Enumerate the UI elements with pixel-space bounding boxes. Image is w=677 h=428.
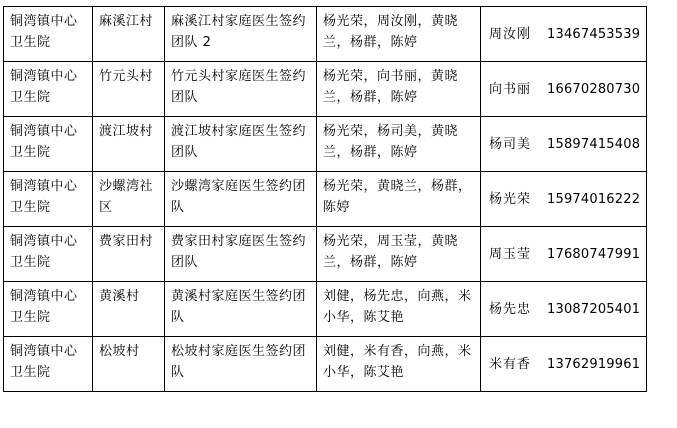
- contact-cell: [481, 227, 647, 282]
- team-cell: 费家田村家庭医生签约团队: [165, 227, 317, 282]
- contact-name: 米有香: [489, 356, 532, 372]
- team-cell: 渡江坡村家庭医生签约团队: [165, 117, 317, 172]
- table-row: [4, 172, 647, 227]
- contact-name: 向书丽: [489, 81, 532, 97]
- village-cell: 沙螺湾社区: [93, 172, 165, 227]
- contact-phone: 13467453539: [547, 26, 641, 42]
- village-cell: 麻溪江村: [93, 7, 165, 62]
- team-cell: 黄溪村家庭医生签约团队: [165, 282, 317, 337]
- contact-phone: 13762919961: [547, 356, 641, 372]
- contact-name: 周玉莹: [489, 246, 532, 262]
- contact-phone: 17680747991: [547, 246, 641, 262]
- contact-phone: 16670280730: [547, 81, 641, 97]
- contact-name: 周汝刚: [489, 26, 532, 42]
- contact-cell: [481, 117, 647, 172]
- village-cell: 竹元头村: [93, 62, 165, 117]
- table-row: [4, 117, 647, 172]
- contact-cell: [481, 62, 647, 117]
- members-cell: 杨光荣，周玉莹，黄晓兰，杨群，陈婷: [317, 227, 481, 282]
- table-row: [4, 227, 647, 282]
- table-row: [4, 62, 647, 117]
- village-cell: 松坡村: [93, 337, 165, 392]
- team-cell: 麻溪江村家庭医生签约团队 2: [165, 7, 317, 62]
- members-cell: 杨光荣，周汝刚，黄晓兰，杨群，陈婷: [317, 7, 481, 62]
- team-cell: 竹元头村家庭医生签约团队: [165, 62, 317, 117]
- team-cell: 松坡村家庭医生签约团队: [165, 337, 317, 392]
- members-cell: 杨光荣，向书丽，黄晓兰，杨群，陈婷: [317, 62, 481, 117]
- contact-name: 杨光荣: [489, 191, 532, 207]
- team-cell: 沙螺湾家庭医生签约团队: [165, 172, 317, 227]
- team-contact-table: [3, 6, 647, 392]
- hospital-cell: 铜湾镇中心卫生院: [4, 62, 93, 117]
- contact-cell: [481, 337, 647, 392]
- table-row: [4, 7, 647, 62]
- contact-name: 杨司美: [489, 136, 532, 152]
- table-body: [4, 7, 647, 392]
- contact-phone: 13087205401: [547, 301, 641, 317]
- village-cell: 费家田村: [93, 227, 165, 282]
- hospital-cell: 铜湾镇中心卫生院: [4, 117, 93, 172]
- table-row: [4, 282, 647, 337]
- contact-name: 杨先忠: [489, 301, 532, 317]
- village-cell: 渡江坡村: [93, 117, 165, 172]
- hospital-cell: 铜湾镇中心卫生院: [4, 282, 93, 337]
- hospital-cell: 铜湾镇中心卫生院: [4, 337, 93, 392]
- village-cell: 黄溪村: [93, 282, 165, 337]
- hospital-cell: 铜湾镇中心卫生院: [4, 172, 93, 227]
- hospital-cell: 铜湾镇中心卫生院: [4, 227, 93, 282]
- members-cell: 刘健，杨先忠，向燕，米小华，陈艾艳: [317, 282, 481, 337]
- members-cell: 杨光荣，杨司美，黄晓兰，杨群，陈婷: [317, 117, 481, 172]
- contact-phone: 15974016222: [547, 191, 641, 207]
- contact-phone: 15897415408: [547, 136, 641, 152]
- members-cell: 杨光荣，黄晓兰，杨群，陈婷: [317, 172, 481, 227]
- members-cell: 刘健，米有香，向燕，米小华，陈艾艳: [317, 337, 481, 392]
- table-row: [4, 337, 647, 392]
- hospital-cell: 铜湾镇中心卫生院: [4, 7, 93, 62]
- contact-cell: [481, 7, 647, 62]
- contact-cell: [481, 172, 647, 227]
- contact-cell: [481, 282, 647, 337]
